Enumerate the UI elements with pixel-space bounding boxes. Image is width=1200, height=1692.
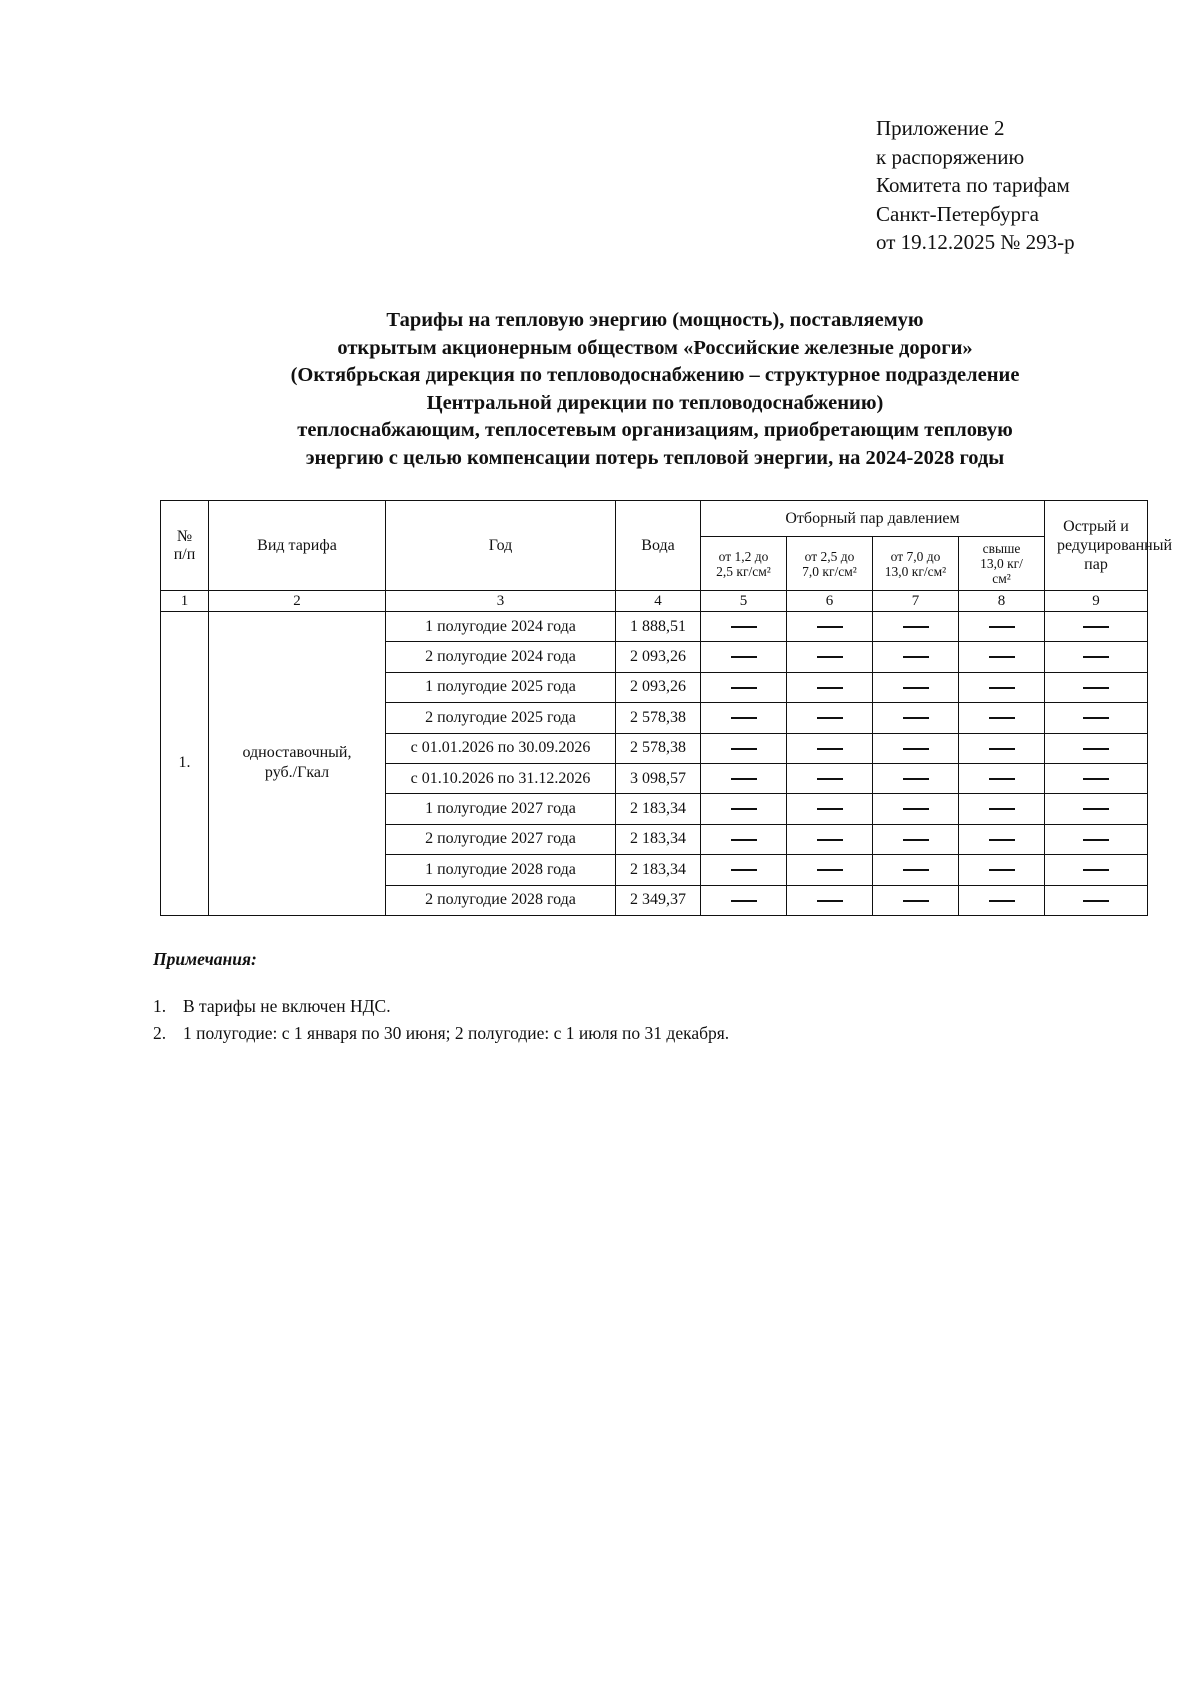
dash-cell bbox=[873, 885, 959, 915]
dash-mark bbox=[1083, 687, 1109, 689]
dash-cell bbox=[787, 672, 873, 702]
dash-mark bbox=[817, 717, 843, 719]
dash-cell bbox=[701, 672, 787, 702]
dash-mark bbox=[817, 778, 843, 780]
dash-cell bbox=[701, 855, 787, 885]
dash-cell bbox=[959, 855, 1045, 885]
column-number: 1 bbox=[161, 591, 209, 612]
dash-cell bbox=[959, 763, 1045, 793]
dash-mark bbox=[989, 626, 1015, 628]
title-line: открытым акционерным обществом «Российские железные дороги» bbox=[337, 336, 973, 359]
dash-cell bbox=[873, 672, 959, 702]
group-num: 1. bbox=[161, 612, 209, 916]
appendix-line: к распоряжению bbox=[876, 144, 1025, 169]
dash-mark bbox=[731, 687, 757, 689]
header-steam-3: от 7,0 до 13,0 кг/см² bbox=[873, 537, 959, 591]
dash-cell bbox=[787, 642, 873, 672]
dash-mark bbox=[817, 687, 843, 689]
dash-cell bbox=[787, 703, 873, 733]
dash-cell bbox=[959, 733, 1045, 763]
dash-cell bbox=[787, 612, 873, 642]
dash-cell bbox=[787, 855, 873, 885]
dash-cell bbox=[787, 794, 873, 824]
dash-cell bbox=[787, 763, 873, 793]
dash-cell bbox=[701, 612, 787, 642]
dash-mark bbox=[1083, 839, 1109, 841]
title-line: (Октябрьская дирекция по тепловодоснабжению – структурное подразделение bbox=[290, 364, 1020, 386]
dash-cell bbox=[701, 794, 787, 824]
dash-mark bbox=[1083, 869, 1109, 871]
dash-cell bbox=[1045, 733, 1148, 763]
water-cell: 3 098,57 bbox=[616, 763, 701, 793]
period-cell: 1 полугодие 2027 года bbox=[386, 794, 616, 824]
dash-cell bbox=[959, 642, 1045, 672]
dash-mark bbox=[817, 808, 843, 810]
dash-cell bbox=[873, 855, 959, 885]
dash-cell bbox=[1045, 703, 1148, 733]
dash-mark bbox=[903, 717, 929, 719]
dash-cell bbox=[1045, 642, 1148, 672]
appendix-line: Санкт-Петербурга bbox=[876, 201, 1039, 226]
dash-mark bbox=[989, 748, 1015, 750]
dash-mark bbox=[989, 717, 1015, 719]
dash-cell bbox=[701, 642, 787, 672]
dash-mark bbox=[903, 808, 929, 810]
dash-cell bbox=[959, 703, 1045, 733]
header-steam-2: от 2,5 до 7,0 кг/см² bbox=[787, 537, 873, 591]
water-cell: 2 578,38 bbox=[616, 703, 701, 733]
column-number: 8 bbox=[959, 591, 1045, 612]
dash-mark bbox=[989, 869, 1015, 871]
appendix-line: Комитета по тарифам bbox=[876, 173, 1070, 197]
dash-mark bbox=[817, 900, 843, 902]
dash-mark bbox=[1083, 808, 1109, 810]
dash-cell bbox=[701, 763, 787, 793]
period-cell: 2 полугодие 2024 года bbox=[386, 642, 616, 672]
note-text: 1 полугодие: с 1 января по 30 июня; 2 полугодие: с 1 июля по 31 декабря. bbox=[183, 1023, 730, 1043]
dash-mark bbox=[989, 808, 1015, 810]
dash-mark bbox=[817, 869, 843, 871]
dash-mark bbox=[989, 687, 1015, 689]
dash-mark bbox=[1083, 717, 1109, 719]
tariff-table bbox=[160, 500, 1173, 916]
dash-cell bbox=[873, 763, 959, 793]
notes-list bbox=[153, 993, 729, 1047]
dash-cell bbox=[1045, 885, 1148, 915]
note-item bbox=[153, 1020, 729, 1047]
column-number: 5 bbox=[701, 591, 787, 612]
note-item bbox=[153, 993, 729, 1020]
column-number: 9 bbox=[1045, 591, 1148, 612]
water-cell: 2 183,34 bbox=[616, 824, 701, 854]
note-text: В тарифы не включен НДС. bbox=[183, 996, 391, 1016]
note-number: 2. bbox=[153, 1023, 167, 1043]
dash-mark bbox=[989, 900, 1015, 902]
appendix-block bbox=[876, 114, 1075, 257]
dash-mark bbox=[731, 778, 757, 780]
dash-mark bbox=[989, 778, 1015, 780]
water-cell: 2 349,37 bbox=[616, 885, 701, 915]
dash-mark bbox=[903, 626, 929, 628]
dash-cell bbox=[1045, 824, 1148, 854]
header-num: № п/п bbox=[161, 501, 209, 591]
dash-cell bbox=[701, 885, 787, 915]
dash-cell bbox=[873, 642, 959, 672]
dash-mark bbox=[817, 656, 843, 658]
water-cell: 1 888,51 bbox=[616, 612, 701, 642]
dash-mark bbox=[989, 839, 1015, 841]
dash-mark bbox=[1083, 656, 1109, 658]
dash-mark bbox=[731, 656, 757, 658]
dash-mark bbox=[903, 839, 929, 841]
period-cell: 2 полугодие 2028 года bbox=[386, 885, 616, 915]
period-cell: с 01.10.2026 по 31.12.2026 bbox=[386, 763, 616, 793]
header-tariff-type: Вид тарифа bbox=[209, 501, 386, 591]
column-number: 4 bbox=[616, 591, 701, 612]
water-cell: 2 093,26 bbox=[616, 672, 701, 702]
note-number: 1. bbox=[153, 996, 167, 1016]
header-steam-1: от 1,2 до 2,5 кг/см² bbox=[701, 537, 787, 591]
table-row bbox=[161, 612, 1148, 642]
dash-cell bbox=[701, 733, 787, 763]
dash-mark bbox=[731, 869, 757, 871]
dash-cell bbox=[1045, 763, 1148, 793]
title-line: теплоснабжающим, теплосетевым организациям, приобретающим тепловую bbox=[297, 419, 1013, 441]
dash-mark bbox=[1083, 900, 1109, 902]
column-number-row bbox=[161, 591, 1148, 612]
dash-mark bbox=[1083, 778, 1109, 780]
period-cell: 2 полугодие 2027 года bbox=[386, 824, 616, 854]
column-number: 3 bbox=[386, 591, 616, 612]
dash-mark bbox=[1083, 626, 1109, 628]
dash-cell bbox=[1045, 794, 1148, 824]
period-cell: с 01.01.2026 по 30.09.2026 bbox=[386, 733, 616, 763]
dash-mark bbox=[903, 748, 929, 750]
header-steam-4: свыше 13,0 кг/см² bbox=[959, 537, 1045, 591]
title-line: энергию с целью компенсации потерь тепловой энергии, на 2024-2028 годы bbox=[305, 446, 1005, 469]
appendix-line: от 19.12.2025 № 293-р bbox=[876, 230, 1075, 254]
dash-cell bbox=[787, 733, 873, 763]
dash-mark bbox=[731, 808, 757, 810]
dash-cell bbox=[873, 703, 959, 733]
dash-cell bbox=[787, 885, 873, 915]
dash-cell bbox=[787, 824, 873, 854]
header-water: Вода bbox=[616, 501, 701, 591]
dash-mark bbox=[731, 900, 757, 902]
dash-mark bbox=[731, 839, 757, 841]
water-cell: 2 183,34 bbox=[616, 855, 701, 885]
notes-title: Примечания: bbox=[153, 949, 257, 969]
title-line: Тарифы на тепловую энергию (мощность), поставляемую bbox=[386, 309, 924, 331]
water-cell: 2 093,26 bbox=[616, 642, 701, 672]
column-number: 7 bbox=[873, 591, 959, 612]
header-steam-group: Отборный пар давлением bbox=[701, 501, 1045, 537]
dash-mark bbox=[731, 626, 757, 628]
column-number: 6 bbox=[787, 591, 873, 612]
dash-cell bbox=[959, 672, 1045, 702]
column-number: 2 bbox=[209, 591, 386, 612]
dash-cell bbox=[873, 824, 959, 854]
dash-cell bbox=[873, 733, 959, 763]
dash-cell bbox=[959, 794, 1045, 824]
appendix-line: Приложение 2 bbox=[876, 116, 1005, 140]
dash-cell bbox=[1045, 672, 1148, 702]
dash-mark bbox=[989, 656, 1015, 658]
dash-mark bbox=[1083, 748, 1109, 750]
dash-mark bbox=[817, 748, 843, 750]
dash-mark bbox=[903, 900, 929, 902]
dash-mark bbox=[903, 656, 929, 658]
dash-cell bbox=[959, 824, 1045, 854]
document-title bbox=[130, 307, 1180, 472]
dash-cell bbox=[701, 824, 787, 854]
dash-mark bbox=[731, 717, 757, 719]
dash-mark bbox=[903, 687, 929, 689]
dash-mark bbox=[731, 748, 757, 750]
group-tariff-type: одноставочный, руб./Гкал bbox=[209, 612, 386, 916]
dash-mark bbox=[817, 839, 843, 841]
dash-cell bbox=[959, 885, 1045, 915]
water-cell: 2 578,38 bbox=[616, 733, 701, 763]
dash-cell bbox=[873, 612, 959, 642]
dash-cell bbox=[1045, 612, 1148, 642]
header-sharp-steam: Острый и редуцированный пар bbox=[1045, 501, 1148, 591]
water-cell: 2 183,34 bbox=[616, 794, 701, 824]
period-cell: 1 полугодие 2024 года bbox=[386, 612, 616, 642]
dash-cell bbox=[701, 703, 787, 733]
period-cell: 1 полугодие 2025 года bbox=[386, 672, 616, 702]
dash-cell bbox=[1045, 855, 1148, 885]
dash-mark bbox=[903, 778, 929, 780]
dash-cell bbox=[959, 612, 1045, 642]
header-year: Год bbox=[386, 501, 616, 591]
title-line: Центральной дирекции по тепловодоснабжению) bbox=[426, 391, 884, 414]
tariff-table-body bbox=[161, 612, 1148, 916]
period-cell: 1 полугодие 2028 года bbox=[386, 855, 616, 885]
dash-mark bbox=[817, 626, 843, 628]
dash-cell bbox=[873, 794, 959, 824]
dash-mark bbox=[903, 869, 929, 871]
period-cell: 2 полугодие 2025 года bbox=[386, 703, 616, 733]
